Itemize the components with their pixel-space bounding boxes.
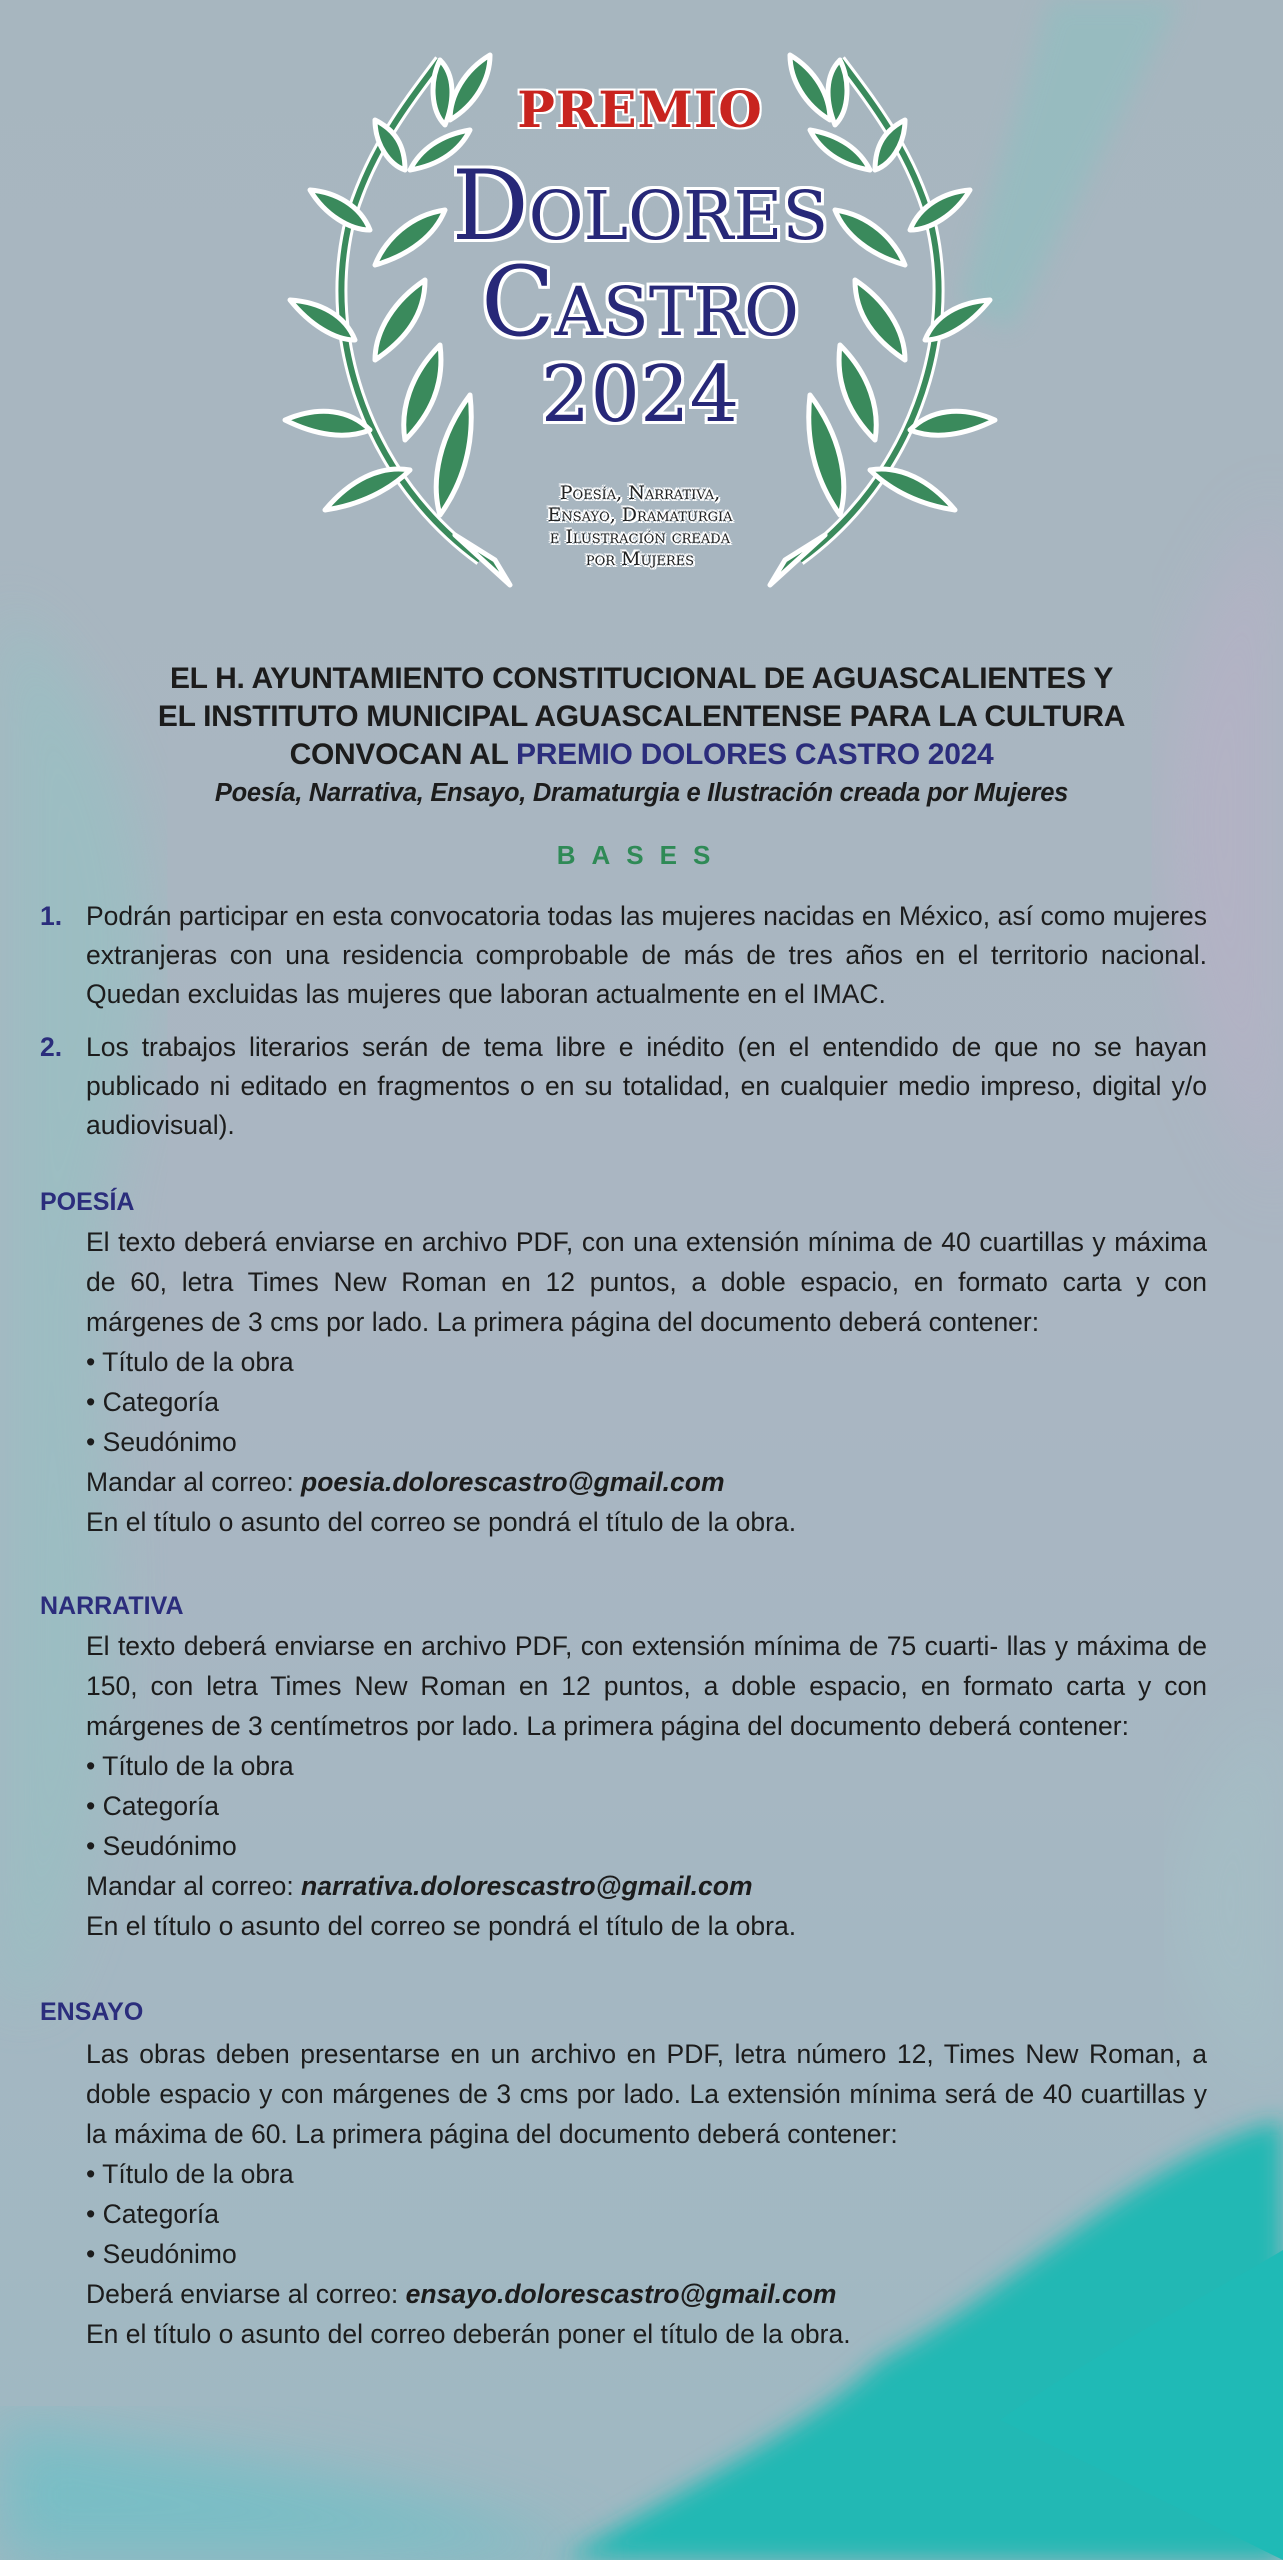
subject-note: En el título o asunto del correo deberán poner el título de la obra. (86, 2319, 851, 2349)
section-ensayo (86, 2034, 1207, 2354)
tagline-line: Poesía, Narrativa, (559, 482, 721, 504)
requirement-item: • Categoría (86, 1387, 220, 1417)
requirement-item: • Título de la obra (86, 2159, 294, 2189)
base-item-2 (0, 1028, 1283, 1145)
mail-label: Deberá enviarse al correo: (86, 2279, 406, 2309)
requirement-item: • Título de la obra (86, 1751, 294, 1781)
mail-line (86, 1866, 1207, 1906)
header-line-2: EL INSTITUTO MUNICIPAL AGUASCALENTENSE PARA LA CULTURA (157, 700, 1126, 733)
email-link[interactable]: ensayo.dolorescastro@gmail.com (405, 2279, 837, 2309)
section-title-narrativa: NARRATIVA (40, 1592, 184, 1620)
header-line-3 (0, 736, 1283, 774)
requirement-item: • Seudónimo (86, 1427, 237, 1457)
logo-tagline (490, 482, 790, 570)
award-logo (280, 40, 1000, 600)
mail-label: Mandar al correo: (86, 1467, 302, 1497)
requirement-item: • Seudónimo (86, 1831, 237, 1861)
subject-note: En el título o asunto del correo se pondrá el título de la obra. (86, 1911, 797, 1941)
base-number: 2. (40, 1032, 63, 1062)
email-link[interactable]: narrativa.dolorescastro@gmail.com (301, 1871, 753, 1901)
convocatoria-header (0, 660, 1283, 810)
email-link[interactable]: poesia.dolorescastro@gmail.com (301, 1467, 725, 1497)
section-text: El texto deberá enviarse en archivo PDF, con una extensión mínima de 40 cuartillas y máxima de 60, letra Times New Roman en 12 puntos, a doble espacio, en formato carta y con márgenes de 3 cms por lado. La primera página del documento deberá contener: (86, 1227, 1207, 1337)
base-text: Los trabajos literarios serán de tema libre e inédito (en el entendido de que no se hayan publicado ni editado en fragmentos o en su totalidad, en cualquier medio impreso, digital y/o audiovisual). (86, 1032, 1207, 1140)
tagline-line: Ensayo, Dramaturgia (547, 504, 733, 526)
header-line-3-prefix: CONVOCAN AL (289, 738, 517, 771)
header-subtitle: Poesía, Narrativa, Ensayo, Dramaturgia e Ilustración creada por Mujeres (214, 779, 1069, 807)
mail-line (86, 2274, 1207, 2314)
base-text: Podrán participar en esta convocatoria todas las mujeres nacidas en México, así como mujeres extranjeras con una residencia comprobable de más de tres años en el territorio nacional. Quedan excluidas las mujeres que laboran actualmente en el IMAC. (86, 901, 1207, 1009)
section-title-poesia: POESÍA (40, 1188, 135, 1216)
logo-name-line1: Dolores (451, 150, 829, 262)
logo-premio: PREMIO (517, 80, 763, 139)
section-text: Las obras deben presentarse en un archivo en PDF, letra número 12, Times New Roman, a doble espacio y con márgenes de 3 cms por lado. La extensión mínima será de 40 cuartillas y la máxima de 60. La primera página del documento deberá contener: (86, 2039, 1207, 2149)
logo-year: 2024 (540, 350, 740, 440)
base-item-1 (0, 897, 1283, 1014)
section-text: El texto deberá enviarse en archivo PDF, con extensión mínima de 75 cuarti- llas y máxima de 150, con letra Times New Roman en 12 puntos, a doble espacio, en formato carta y con márgenes de 3 centímetros por lado. La primera página del documento deberá contener: (86, 1631, 1207, 1741)
base-number: 1. (40, 901, 63, 931)
mail-line (86, 1462, 1207, 1502)
bases-title: BASES (556, 840, 727, 870)
requirement-item: • Título de la obra (86, 1347, 294, 1377)
section-narrativa (86, 1626, 1207, 1946)
section-poesia (86, 1222, 1207, 1542)
mail-label: Mandar al correo: (86, 1871, 302, 1901)
subject-note: En el título o asunto del correo se pondrá el título de la obra. (86, 1507, 797, 1537)
requirement-item: • Categoría (86, 2199, 220, 2229)
tagline-line: por Mujeres (585, 548, 695, 570)
logo-name-line2: Castro (481, 246, 799, 358)
bases-list (0, 897, 1283, 1145)
section-title-ensayo: ENSAYO (40, 1998, 144, 2026)
tagline-line: e Ilustración creada (549, 526, 731, 548)
header-line-1: EL H. AYUNTAMIENTO CONSTITUCIONAL DE AGUASCALIENTES Y (169, 662, 1114, 695)
requirement-item: • Seudónimo (86, 2239, 237, 2269)
requirement-item: • Categoría (86, 1791, 220, 1821)
award-name-highlight: PREMIO DOLORES CASTRO 2024 (516, 738, 994, 771)
